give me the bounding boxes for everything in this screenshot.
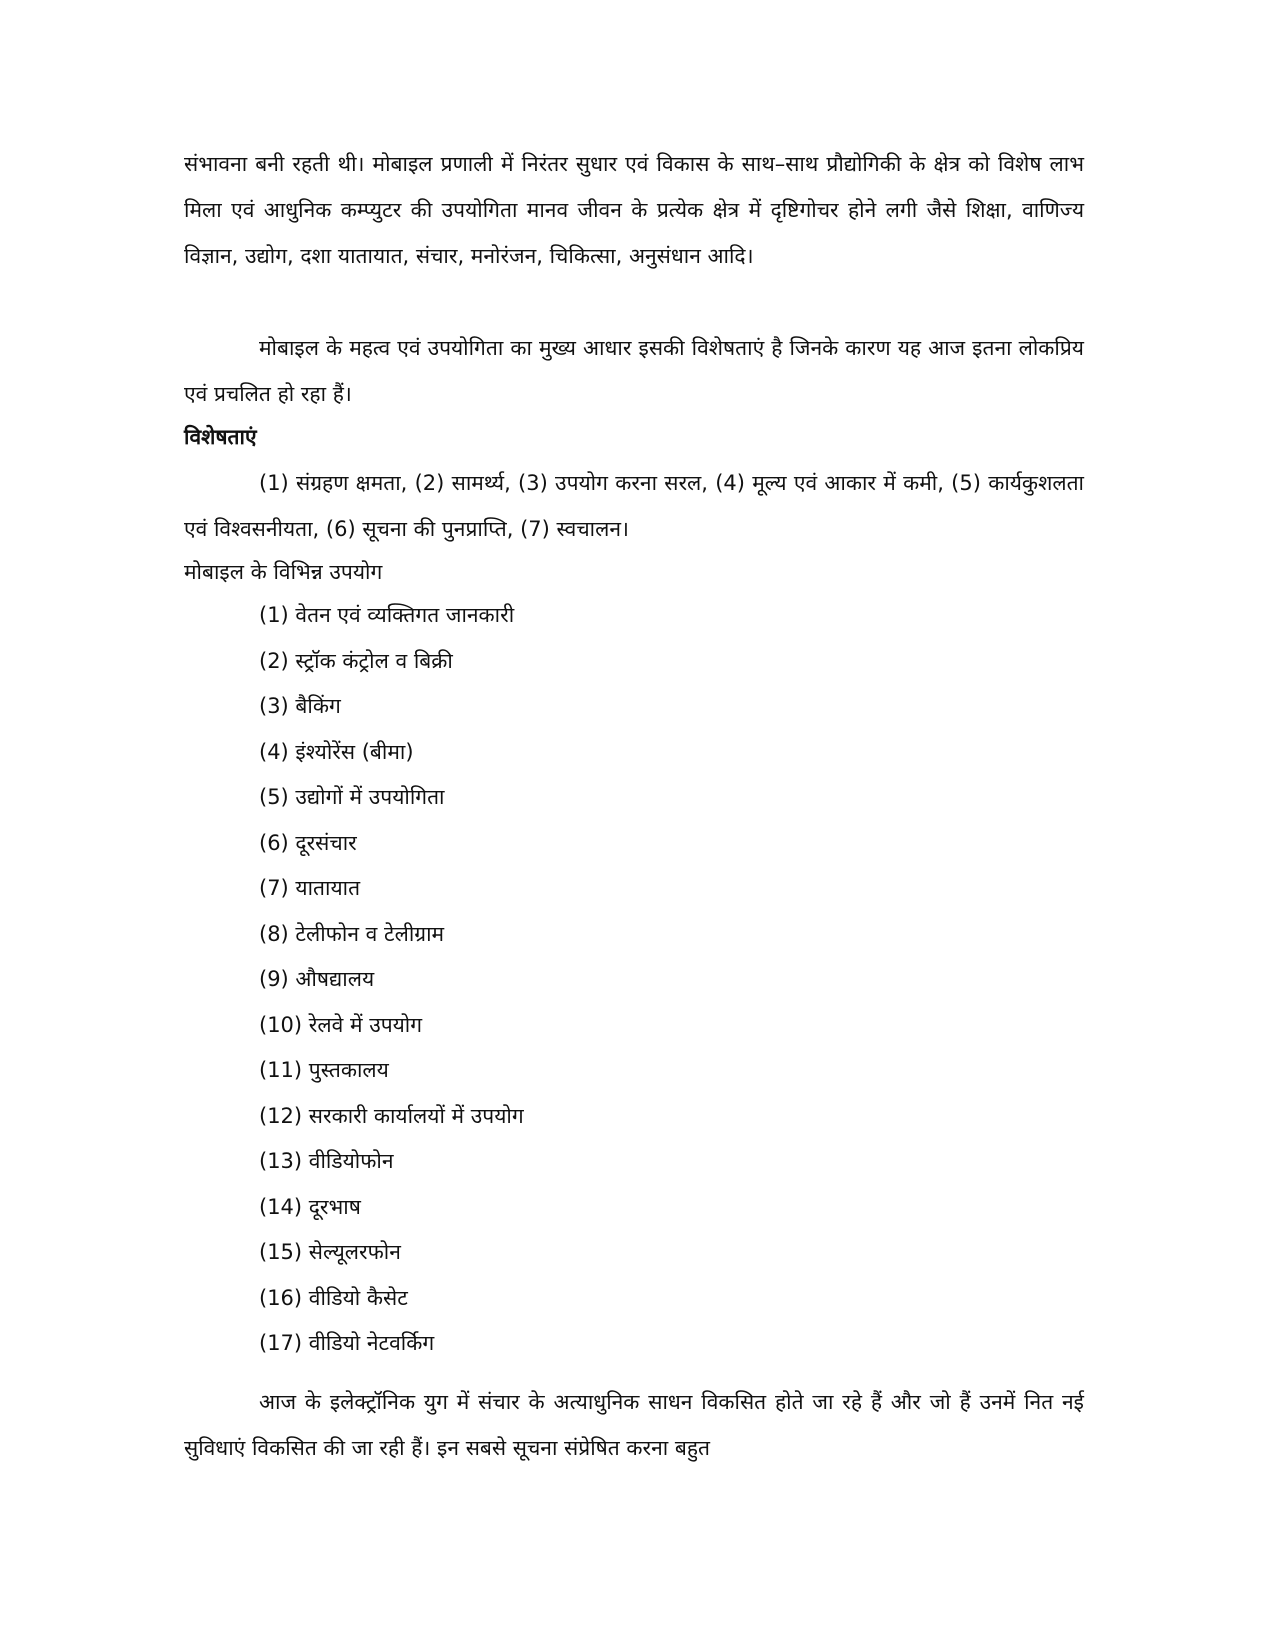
list-item: (1) वेतन एवं व्यक्तिगत जानकारी: [259, 603, 515, 627]
list-item: (16) वीडियो कैसेट: [259, 1285, 408, 1310]
list-item: (2) स्ट्रॉक कंट्रोल व बिक्री: [259, 648, 453, 673]
features-heading: विशेषताएं: [184, 425, 257, 449]
importance-paragraph: मोबाइल के महत्व एवं उपयोगिता का मुख्य आधार इसकी विशेषताएं है जिनके कारण यह आज इतना लोकप्रिय एवं प्रचलित हो रहा हैं।: [184, 336, 1084, 406]
list-item: (14) दूरभाष: [259, 1194, 361, 1219]
list-item: (17) वीडियो नेटवर्किग: [259, 1331, 435, 1355]
list-item: (8) टेलीफोन व टेलीग्राम: [259, 921, 445, 946]
list-item: (12) सरकारी कार्यालयों में उपयोग: [259, 1103, 524, 1128]
list-item: (7) यातायात: [259, 876, 361, 900]
list-item: (6) दूरसंचार: [259, 830, 357, 855]
features-paragraph: (1) संग्रहण क्षमता, (2) सामर्थ्य, (3) उपयोग करना सरल, (4) मूल्य एवं आकार में कमी, (5) कार्यकुशलता एवं विश्वसनीयता, (6) सूचना की पुनप्राप्ति, (7) स्वचालन।: [184, 471, 1084, 541]
uses-heading: मोबाइल के विभिन्न उपयोग: [184, 560, 383, 584]
list-item: (9) औषद्यालय: [259, 967, 375, 991]
list-item: (4) इंश्योरेंस (बीमा): [259, 739, 414, 764]
list-item: (5) उद्योगों में उपयोगिता: [259, 785, 445, 809]
intro-paragraph: संभावना बनी रहती थी। मोबाइल प्रणाली में निरंतर सुधार एवं विकास के साथ–साथ प्रौद्योगिकी के क्षेत्र को विशेष लाभ मिला एवं आधुनिक कम्प्युटर की उपयोगिता मानव जीवन के प्रत्येक क्षेत्र में दृष्टिगोचर होने लगी जैसे शिक्षा, वाणिज्य विज्ञान, उद्योग, दशा यातायात, संचार, मनोरंजन, चिकित्सा, अनुसंधान आदि।: [184, 152, 1084, 268]
closing-paragraph: आज के इलेक्ट्रॉनिक युग में संचार के अत्याधुनिक साधन विकसित होते जा रहे हैं और जो हैं उनमें नित नई सुविधाएं विकसित की जा रही हैं। इन सबसे सूचना संप्रेषित करना बहुत: [184, 1390, 1084, 1460]
list-item: (15) सेल्यूलरफोन: [259, 1240, 401, 1264]
uses-list: [259, 593, 524, 1367]
list-item: (10) रेलवे में उपयोग: [259, 1012, 423, 1037]
list-item: (3) बैकिंग: [259, 694, 341, 718]
list-item: (13) वीडियोफोन: [259, 1149, 394, 1173]
list-item: (11) पुस्तकालय: [259, 1058, 389, 1082]
